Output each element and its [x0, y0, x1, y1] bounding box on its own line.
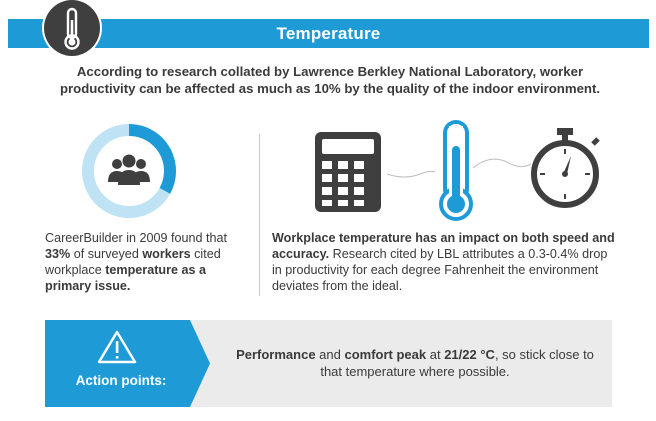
column-divider: [259, 134, 260, 296]
header-banner: [8, 19, 649, 48]
action-points-label: Action points:: [75, 373, 167, 388]
action-text-bold: Performance: [236, 347, 316, 362]
stopwatch-icon: [534, 128, 598, 205]
right-stat-text: [272, 230, 617, 294]
thermometer-icon: [441, 122, 471, 219]
left-stat-text: [45, 230, 250, 294]
people-group-icon: [108, 155, 150, 186]
page-title: Temperature: [276, 24, 381, 43]
action-text-part: at: [426, 347, 445, 362]
connector-line: [387, 171, 435, 177]
action-text-part: , so stick close to that temperature where possible.: [320, 347, 594, 379]
right-text-part: Research cited by LBL attributes a 0.3-0.4% drop in productivity for each degree Fahrenheit the environment deviates from the ideal.: [272, 247, 608, 293]
left-text-part: cited workplace: [45, 247, 221, 277]
thermometer-badge: [44, 0, 100, 56]
left-text-bold: as a primary issue.: [45, 263, 207, 293]
action-text-bold: comfort peak: [344, 347, 427, 362]
left-text-bold: workers: [142, 247, 191, 261]
intro-text: According to research collated by Lawrence Berkley National Laboratory, worker productivity can be affected as much as 10% by the quality of the indoor environment.: [59, 64, 601, 96]
action-text-part: and: [315, 347, 345, 362]
thermometer-icon: [44, 0, 100, 56]
donut-chart: [80, 122, 178, 220]
connector-line: [473, 159, 531, 168]
left-text-part: of surveyed: [70, 247, 143, 261]
action-text: [230, 346, 600, 380]
left-text-bold: 33%: [45, 247, 71, 261]
action-arrow-panel: [45, 320, 215, 407]
right-text-bold: Workplace temperature has an impact on both speed and accuracy.: [272, 231, 615, 261]
icon-row: [295, 116, 625, 224]
calculator-icon: [315, 132, 381, 212]
left-text-part: CareerBuilder in 2009 found that: [45, 231, 228, 245]
action-text-bold: 21/22 °C: [444, 347, 495, 362]
left-text-bold: temperature: [105, 263, 178, 277]
